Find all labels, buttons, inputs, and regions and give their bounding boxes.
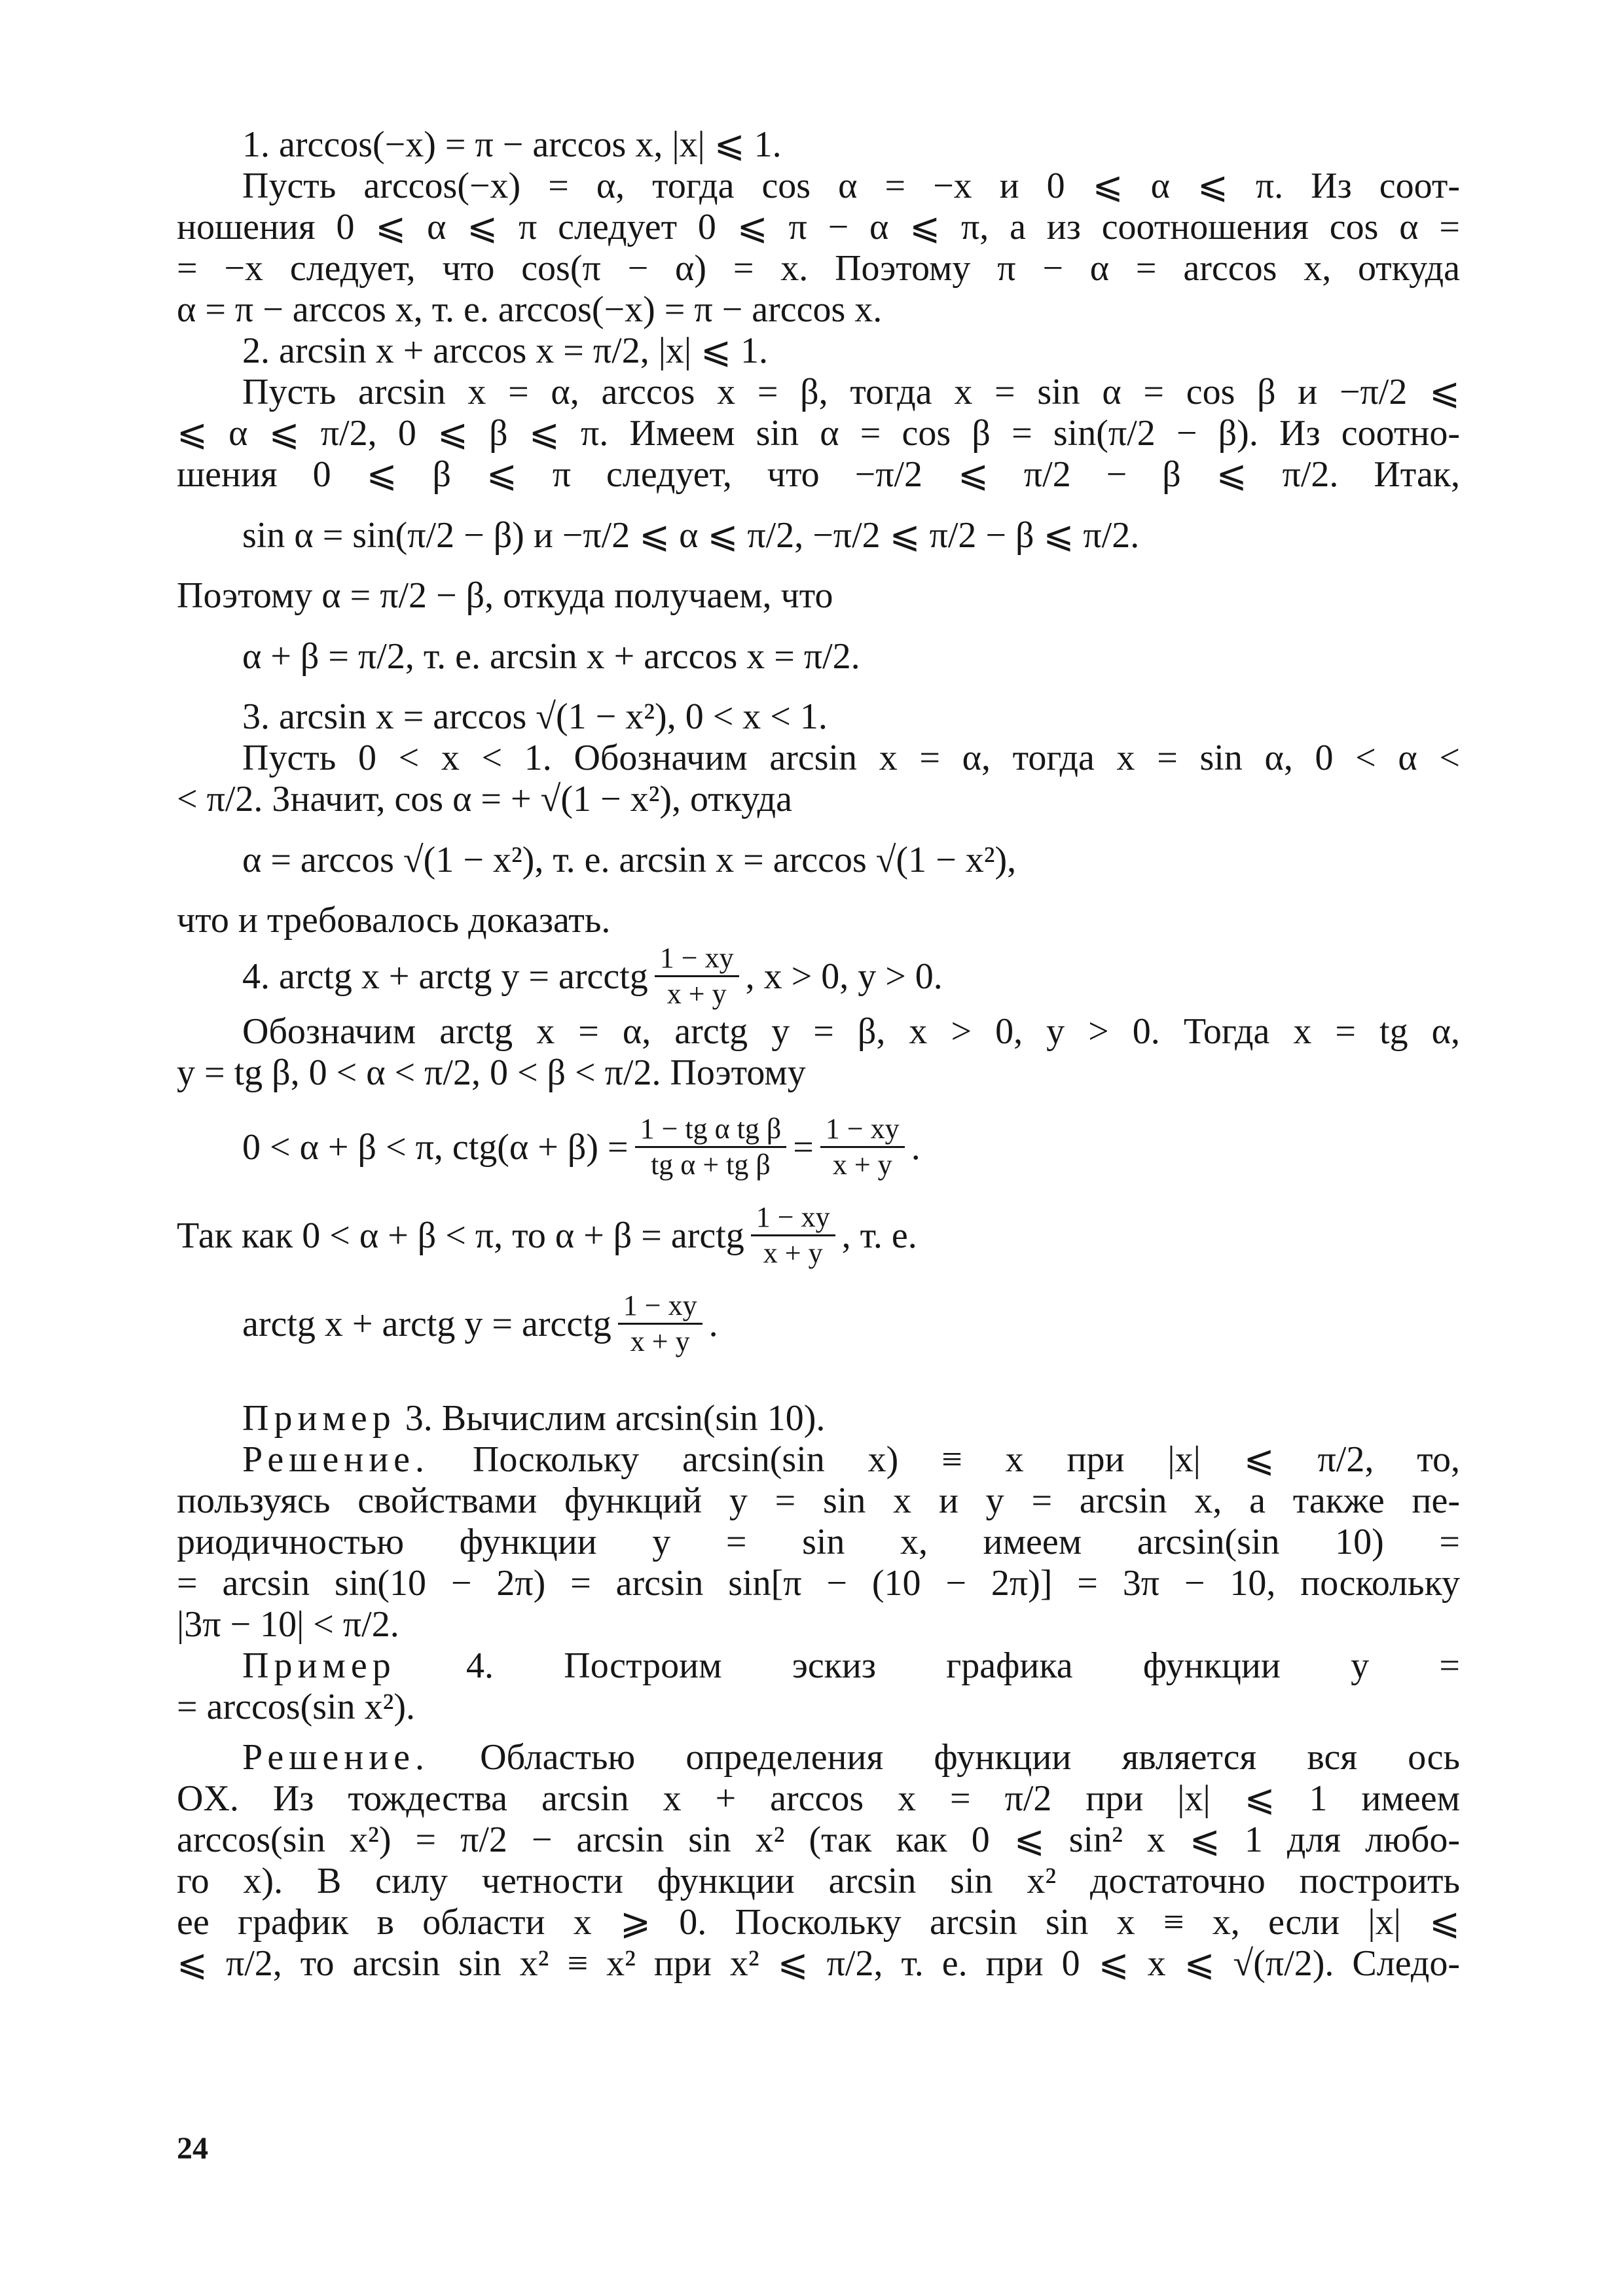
example-3: [177, 1398, 1460, 1439]
text-line: ношения 0 ⩽ α ⩽ π следует 0 ⩽ π − α ⩽ π, а из соотношения cos α =: [177, 207, 1460, 247]
formula-text: , x > 0, y > 0.: [745, 956, 943, 997]
example-label: Пример: [242, 1398, 396, 1439]
display-formula-2: α + β = π/2, т. е. arcsin x + arccos x = π/2.: [242, 636, 860, 677]
text-line: |3π − 10| < π/2.: [177, 1604, 399, 1645]
solution-text: Поскольку arcsin(sin x) ≡ x при |x| ⩽ π/2, то,: [429, 1439, 1460, 1480]
page-body: [177, 124, 1460, 1984]
fraction-numerator: 1 − xy: [618, 1289, 702, 1325]
fraction: [635, 1112, 787, 1182]
fraction: [751, 1200, 835, 1270]
display-formula-3: α = arccos √(1 − x²), т. е. arcsin x = arccos √(1 − x²),: [242, 840, 1017, 880]
page-number: 24: [177, 2131, 208, 2166]
text-line: y = tg β, 0 < α < π/2, 0 < β < π/2. Поэтому: [177, 1052, 806, 1093]
display-formula-1: sin α = sin(π/2 − β) и −π/2 ⩽ α ⩽ π/2, −π/2 ⩽ π/2 − β ⩽ π/2.: [242, 515, 1140, 556]
fraction-numerator: 1 − xy: [820, 1112, 905, 1148]
fraction-denominator: x + y: [763, 1237, 823, 1269]
text-line: ⩽ α ⩽ π/2, 0 ⩽ β ⩽ π. Имеем sin α = cos β = sin(π/2 − β). Из соотно-: [177, 413, 1460, 454]
text-line: α = π − arccos x, т. е. arccos(−x) = π − arccos x.: [177, 289, 883, 330]
text-line: ⩽ π/2, то arcsin sin x² ≡ x² при x² ⩽ π/2, т. е. при 0 ⩽ x ⩽ √(π/2). Следо-: [177, 1943, 1460, 1984]
solution-4-first-line: [177, 1737, 1460, 1778]
fraction-numerator: 1 − tg α tg β: [635, 1112, 787, 1148]
example-label: Пример: [242, 1645, 396, 1686]
text-line: arccos(sin x²) = π/2 − arcsin sin x² (так как 0 ⩽ sin² x ⩽ 1 для любо-: [177, 1820, 1460, 1860]
fraction-denominator: tg α + tg β: [651, 1149, 771, 1181]
property-4-heading: [177, 941, 1460, 1011]
solution-3-first-line: [177, 1439, 1460, 1480]
text-line: риодичностью функции y = sin x, имеем arcsin(sin 10) =: [177, 1522, 1460, 1562]
formula-text: 0 < α + β < π, ctg(α + β) =: [242, 1126, 629, 1168]
text-line: Пусть arccos(−x) = α, тогда cos α = −x и 0 ⩽ α ⩽ π. Из соот-: [242, 166, 1460, 206]
text-line: = arcsin sin(10 − 2π) = arcsin sin[π − (10 − 2π)] = 3π − 10, поскольку: [177, 1563, 1460, 1604]
fraction-denominator: x + y: [630, 1325, 690, 1357]
text-line: = −x следует, что cos(π − α) = x. Поэтому π − α = arccos x, откуда: [177, 248, 1460, 289]
text-line: что и требовалось доказать.: [177, 900, 611, 941]
example-text: 3. Вычислим arcsin(sin 10).: [395, 1398, 826, 1439]
solution-label: Решение.: [242, 1737, 430, 1778]
fraction: [820, 1112, 905, 1182]
formula-text: 4. arctg x + arctg y = arcctg: [242, 956, 648, 997]
display-formula-4: [177, 1112, 1460, 1182]
text-line: Пусть 0 < x < 1. Обозначим arcsin x = α, тогда x = sin α, 0 < α <: [242, 738, 1460, 778]
fraction-numerator: 1 − xy: [655, 941, 739, 977]
text-line: Пусть arcsin x = α, arccos x = β, тогда x = sin α = cos β и −π/2 ⩽: [242, 372, 1460, 412]
property-3-heading: 3. arcsin x = arccos √(1 − x²), 0 < x < 1.: [242, 696, 828, 737]
fraction-denominator: x + y: [832, 1149, 892, 1181]
example-text: 4. Построим эскиз графика функции y =: [395, 1645, 1460, 1686]
fraction: [618, 1289, 702, 1359]
property-2-heading: 2. arcsin x + arccos x = π/2, |x| ⩽ 1.: [242, 331, 769, 371]
solution-label: Решение.: [242, 1439, 430, 1480]
text-line: < π/2. Значит, cos α = + √(1 − x²), откуда: [177, 779, 792, 819]
text-line-with-fraction: [177, 1200, 1460, 1270]
text-line: го x). В силу четности функции arcsin sin x² достаточно построить: [177, 1861, 1460, 1901]
text-line: ее график в области x ⩾ 0. Поскольку arcsin sin x ≡ x, если |x| ⩽: [177, 1902, 1460, 1943]
example-4: [177, 1645, 1460, 1687]
formula-text: .: [911, 1126, 921, 1168]
formula-text: =: [793, 1126, 814, 1168]
display-formula-5: [177, 1289, 1460, 1359]
formula-text: .: [708, 1303, 718, 1344]
property-1-heading: 1. arccos(−x) = π − arccos x, |x| ⩽ 1.: [242, 124, 782, 165]
fraction: [655, 941, 739, 1011]
text-line: пользуясь свойствами функций y = sin x и y = arcsin x, а также пе-: [177, 1480, 1460, 1521]
solution-text: Областью определения функции является вся ось: [429, 1737, 1460, 1778]
text-line: Поэтому α = π/2 − β, откуда получаем, что: [177, 575, 833, 616]
formula-text: Так как 0 < α + β < π, то α + β = arctg: [177, 1215, 744, 1256]
text-line: OX. Из тождества arcsin x + arccos x = π/2 при |x| ⩽ 1 имеем: [177, 1778, 1460, 1819]
text-line: шения 0 ⩽ β ⩽ π следует, что −π/2 ⩽ π/2 − β ⩽ π/2. Итак,: [177, 454, 1460, 495]
fraction-denominator: x + y: [666, 978, 727, 1010]
text-line: = arccos(sin x²).: [177, 1687, 416, 1727]
fraction-numerator: 1 − xy: [751, 1200, 835, 1236]
text-line: Обозначим arctg x = α, arctg y = β, x > 0, y > 0. Тогда x = tg α,: [242, 1011, 1460, 1052]
formula-text: arctg x + arctg y = arcctg: [242, 1303, 611, 1344]
formula-text: , т. е.: [841, 1215, 917, 1256]
